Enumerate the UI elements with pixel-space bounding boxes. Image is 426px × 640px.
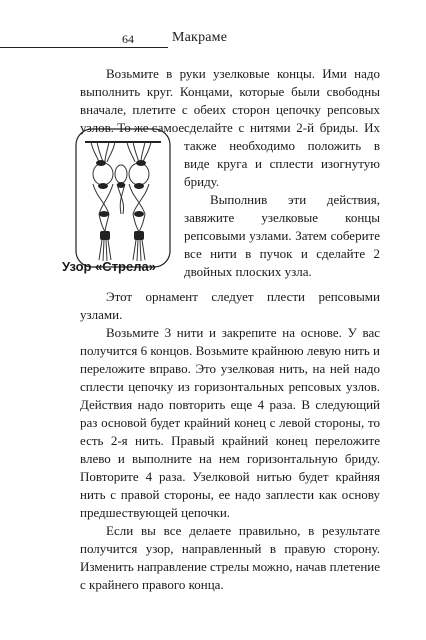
wrap-paragraph-2 (184, 191, 380, 281)
section-heading: Узор «Стрела» (62, 259, 156, 274)
wrap-paragraph-continued (184, 119, 380, 191)
wrap-paragraph-continued-text: сделайте с нитями 2-й бриды. Их также необходимо положить в виде круга и сплести изогнутую бриду. (184, 120, 380, 189)
section-paragraph: Если вы все делаете правильно, в результате получится узор, направленный в правую сторону. Изменить направление стрелы можно, начав плетение с крайнего правого конца. (80, 523, 380, 592)
running-title: Макраме (172, 30, 228, 45)
page-header (0, 28, 426, 52)
header-rule (0, 47, 168, 48)
section-body (80, 288, 380, 594)
macrame-knot-illustration-icon (75, 128, 171, 268)
wrap-paragraph-2-text: Выполнив эти действия, завяжите узелковые концы репсовыми узлами. Затем соберите все нити в пучок и сделайте 2 двойных плоских узла. (184, 192, 380, 279)
intro-paragraph-text: Возьмите в руки узелковые концы. Ими надо выполнить круг. Концами, которые были свободны вначале, плетите с обеих сторон цепочку репсовых узлов. То же самое (80, 66, 380, 135)
section-paragraph: Этот орнамент следует плести репсовыми узлами. (80, 289, 380, 322)
section-paragraph: Возьмите 3 нити и закрепите на основе. У вас получится 6 концов. Возьмите крайнюю левую нить и переложите вправо. Это узелковая нить, на ней надо сплести цепочку из горизонтальных репсовых узлов. Действия надо повторить еще 4 раза. В следующий раз основой будет крайний конец с левой стороны, то есть 2-я нить. Правый крайний конец переложите влево и выполните на нем горизонтальную бриду. Повторите 4 раза. Узелковой нитью будет крайняя нить с правой стороны, ее надо заплести как основу предшествующей цепочки. (80, 325, 381, 520)
page-number: 64 (122, 32, 134, 46)
